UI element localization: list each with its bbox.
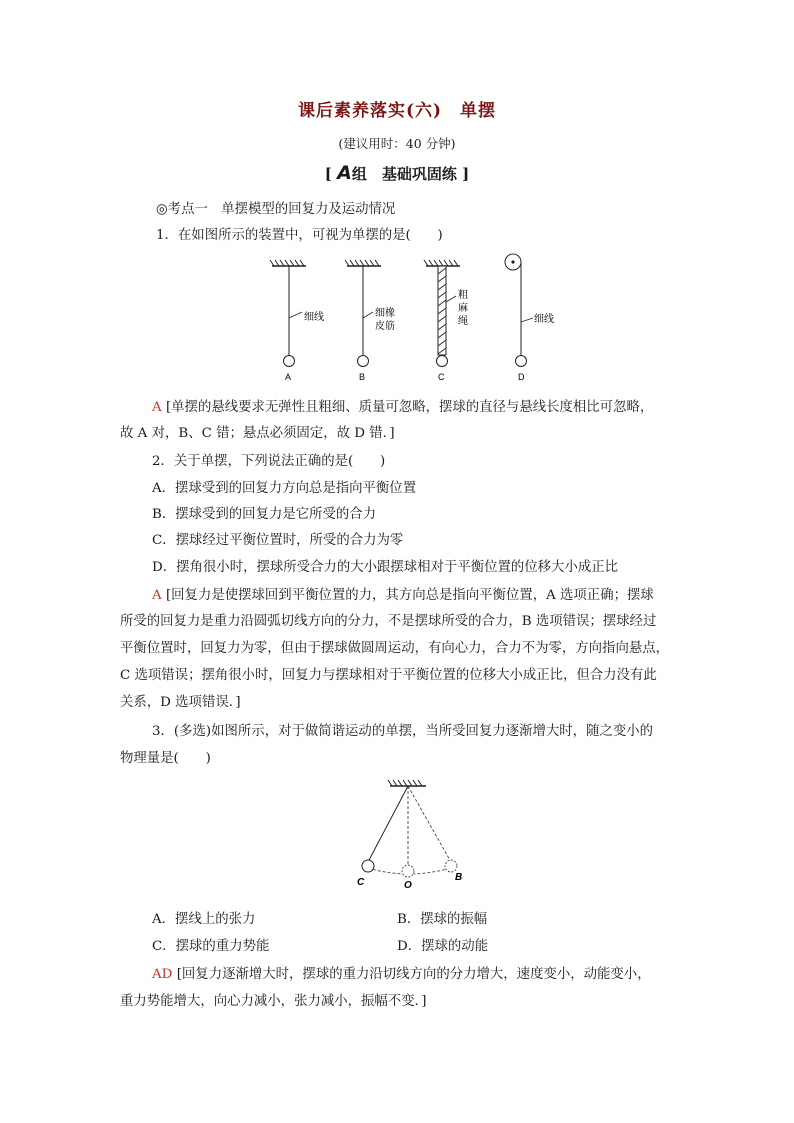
- q1-answer-text1: [单摆的悬线要求无弹性且粗细、质量可忽略，摆球的直径与悬线长度相比可忽略，: [165, 400, 654, 415]
- group-title: 组 基础巩固练: [351, 165, 457, 183]
- label-b-line2: 皮筋: [375, 321, 395, 332]
- ceiling-c: [424, 260, 460, 266]
- q3-answer-line1: [152, 963, 651, 982]
- q3-label-o: O: [404, 880, 412, 891]
- label-a: 细线: [304, 312, 324, 323]
- q3-option-c: C．摆球的重力势能: [152, 939, 270, 954]
- label-b-line1: 细橡: [375, 308, 395, 319]
- caption-d: D: [518, 372, 525, 382]
- q3-ceiling: [388, 780, 426, 786]
- ceiling-a: [270, 260, 306, 266]
- q2-answer-line5: 关系，D 选项错误．]: [120, 695, 241, 710]
- q1-answer-line1: [152, 396, 653, 415]
- q2-answer-line2: 所受的回复力是重力沿圆弧切线方向的分力，不是摆球所受的合力，B 选项错误；摆球经过: [120, 614, 657, 629]
- pulley-d: [505, 254, 521, 270]
- q1-answer-key: A: [152, 400, 162, 415]
- caption-b: B: [359, 372, 366, 382]
- q2-answer-text1: [回复力是使摆球回到平衡位置的力，其方向总是指向平衡位置，A 选项正确；摆球: [165, 588, 654, 603]
- q3-stem-line1: 3．(多选)如图所示，对于做简谐运动的单摆，当所受回复力逐渐增大时，随之变小的: [152, 724, 654, 739]
- q2-answer-line3: 平衡位置时，回复力为零，但由于摆球做圆周运动，有向心力，合力不为零，方向指向悬点，: [120, 641, 670, 656]
- bob-c: [437, 356, 448, 367]
- group-letter: A: [337, 162, 352, 184]
- q3-label-c: C: [357, 877, 365, 888]
- q3-answer-key: AD: [152, 967, 173, 982]
- section-heading: ◎考点一 单摆模型的回复力及运动情况: [156, 202, 396, 217]
- caption-a: A: [285, 372, 292, 382]
- bob-b: [358, 356, 369, 367]
- q3-string-b: [408, 786, 451, 862]
- q2-option-d: D．摆角很小时，摆球所受合力的大小跟摆球相对于平衡位置的位移大小成正比: [152, 560, 619, 575]
- page-title: 课后素养落实(六) 单摆: [297, 101, 497, 121]
- group-heading: [0, 162, 794, 184]
- q2-answer-line1: [152, 584, 654, 603]
- q3-answer-text1: [回复力逐渐增大时，摆球的重力沿切线方向的分力增大，速度变小，动能变小，: [176, 967, 651, 982]
- q1-figure: [250, 252, 570, 387]
- q1-stem: 1．在如图所示的装置中，可视为单摆的是( ): [156, 228, 443, 243]
- q3-stem-line2: 物理量是( ): [120, 751, 211, 766]
- q2-answer-line4: C 选项错误；摆角很小时，回复力与摆球相对于平衡位置的位移大小成正比，但合力没有此: [120, 668, 657, 683]
- q3-answer-line2: 重力势能增大，向心力减小，张力减小，振幅不变．]: [120, 994, 427, 1009]
- q2-answer-key: A: [152, 588, 162, 603]
- bob-d: [516, 356, 527, 367]
- bob-a: [284, 356, 295, 367]
- suggested-time: (建议用时：40 分钟): [338, 136, 456, 151]
- q3-string-c: [368, 786, 408, 862]
- q3-bob-o: [402, 865, 414, 877]
- q3-option-d: D．摆球的动能: [397, 939, 489, 954]
- q3-option-b: B．摆球的振幅: [397, 912, 488, 927]
- q2-stem: 2．关于单摆，下列说法正确的是( ): [152, 454, 386, 469]
- q3-bob-b: [445, 860, 457, 872]
- label-c-line3: 绳: [458, 316, 468, 327]
- label-d: 细线: [534, 314, 554, 325]
- q2-option-a: A．摆球受到的回复力方向总是指向平衡位置: [152, 481, 417, 496]
- q3-option-a: A．摆线上的张力: [152, 912, 256, 927]
- label-c-line1: 粗: [458, 290, 468, 301]
- q3-pendulum-figure: [350, 776, 470, 891]
- thick-rope-c: [438, 266, 446, 355]
- group-bracket-right: ]: [462, 165, 470, 183]
- caption-c: C: [438, 372, 445, 382]
- q2-option-b: B．摆球受到的回复力是它所受的合力: [152, 507, 377, 522]
- ceiling-b: [345, 260, 381, 266]
- q1-answer-line2: 故 A 对，B、C 错；悬点必须固定，故 D 错．]: [120, 426, 395, 441]
- q3-bob-c: [362, 860, 374, 872]
- group-bracket-left: [: [324, 165, 332, 183]
- q2-option-c: C．摆球经过平衡位置时，所受的合力为零: [152, 533, 404, 548]
- q3-label-b: B: [455, 872, 463, 883]
- label-c-line2: 麻: [458, 303, 468, 314]
